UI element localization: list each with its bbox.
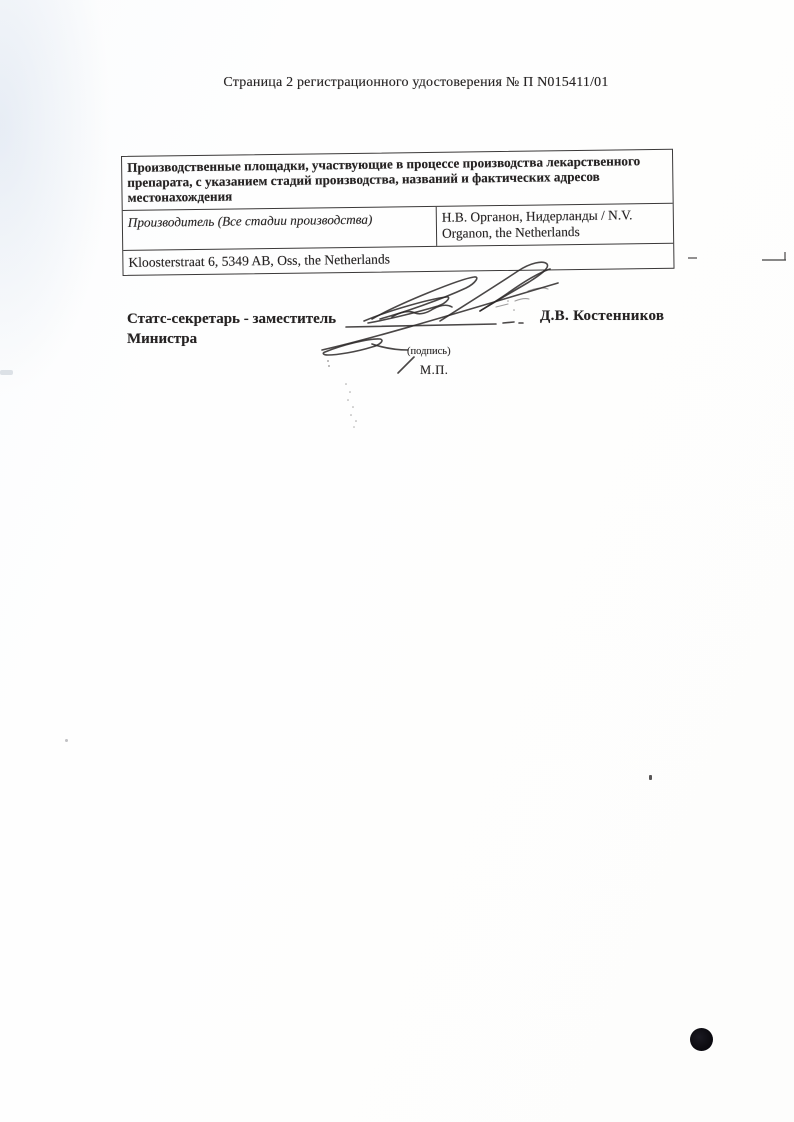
signatory-name: Д.В. Костенников [540, 308, 665, 324]
ink-speck-artifact [65, 739, 68, 742]
seal-caption: М.П. [420, 363, 449, 377]
address-cell: Kloosterstraat 6, 5349 AB, Oss, the Netherlands [128, 251, 391, 270]
producer-value-cell: Н.В. Органон, Нидерланды / N.V. Organon, the Netherlands [441, 206, 633, 241]
page-header: Страница 2 регистрационного удостоверения № П N015411/01 [223, 75, 609, 90]
table-header-cell: Производственные площадки, участвующие в процессе производства лекарственного препарата, с указанием стадий производства, названий и фактических адресов местонахождения [122, 150, 673, 211]
signatory-title: Статс-секретарь - заместитель Министра [127, 311, 337, 347]
ink-speck-artifact [649, 775, 652, 780]
producer-label-cell: Производитель (Все стадии производства) [123, 206, 437, 249]
scan-tint-artifact [0, 0, 120, 420]
scan-dash-artifact [688, 257, 697, 259]
signature-caption: (подпись) [407, 346, 451, 357]
scan-dash-artifact [784, 252, 786, 260]
edge-smudge-artifact [0, 370, 13, 375]
hole-punch-mark [690, 1028, 713, 1051]
scan-dash-artifact [762, 259, 786, 261]
signature-scribble [300, 253, 585, 433]
